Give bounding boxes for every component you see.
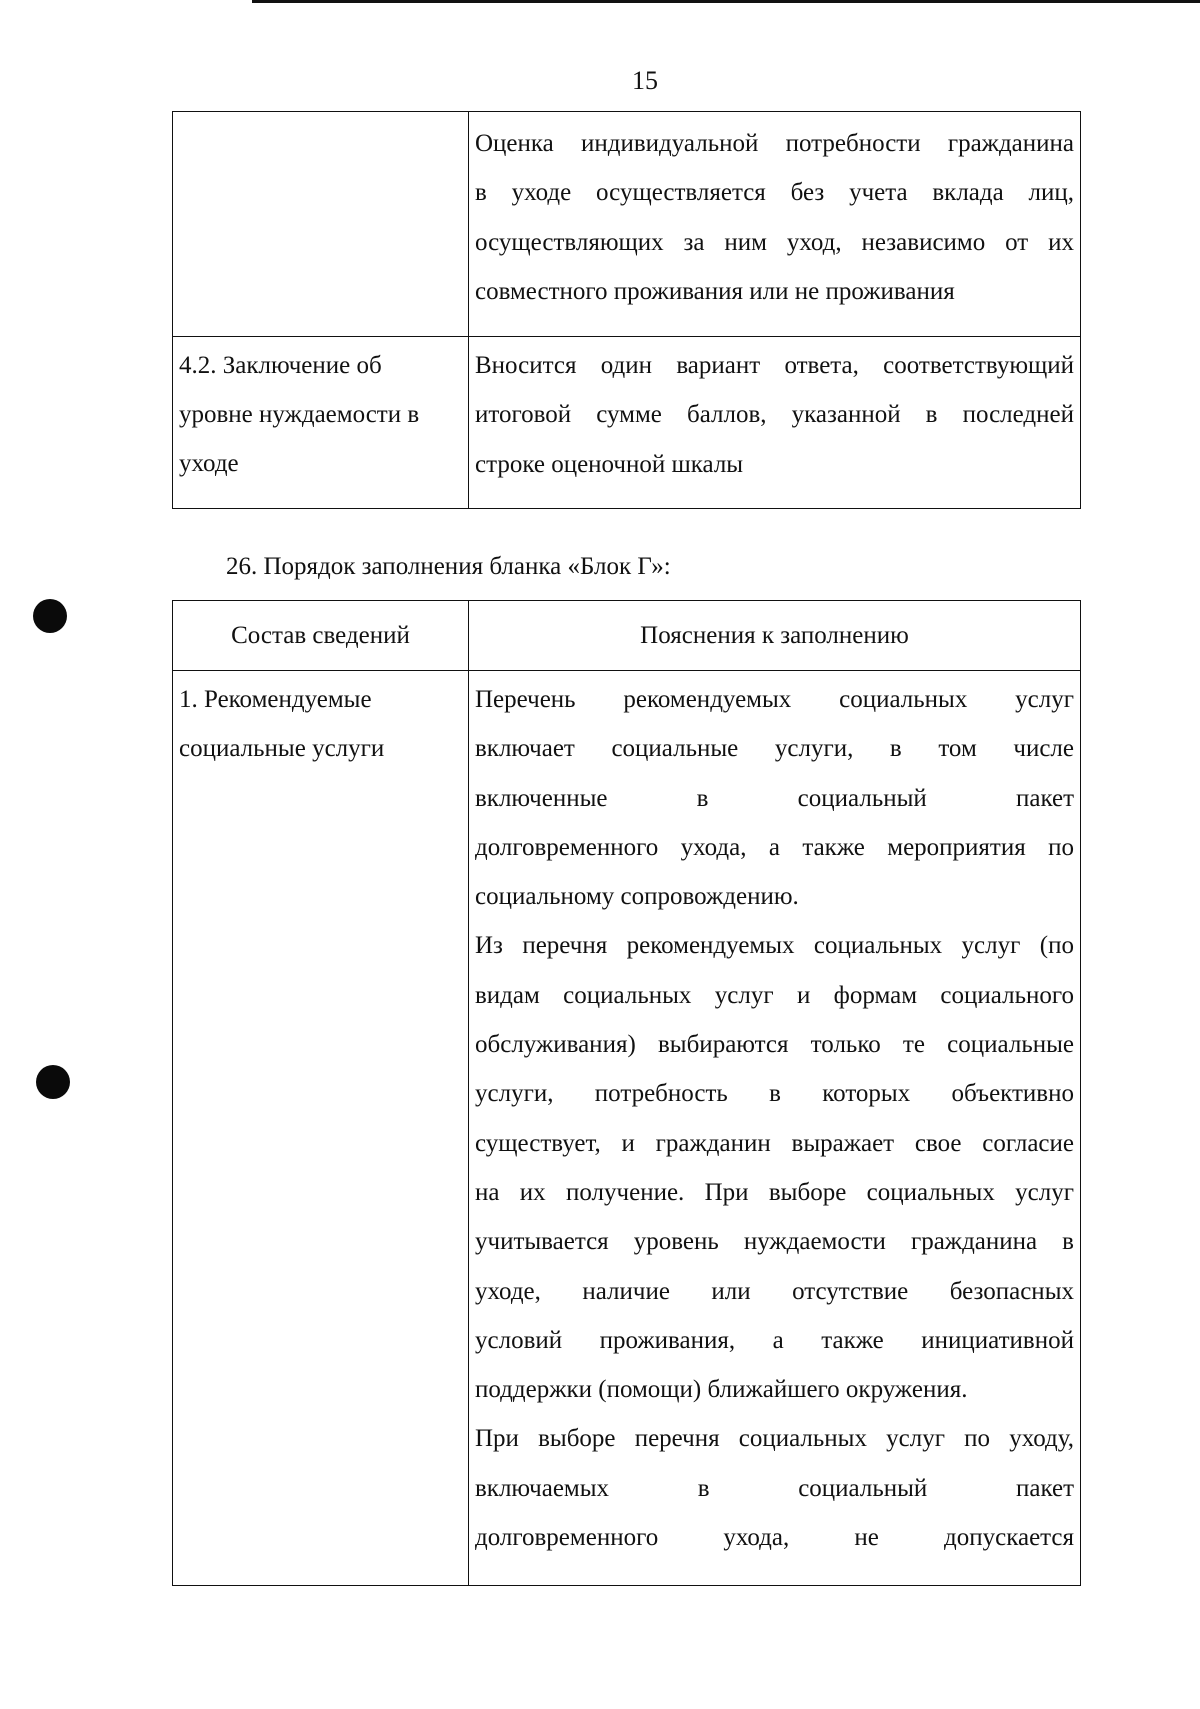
text-line: существует, и гражданин выражает свое согласие xyxy=(475,1129,1074,1157)
text-line: осуществляющих за ним уход, независимо от их xyxy=(475,228,1074,256)
block-g-table xyxy=(172,600,1081,1586)
text-line: социальные услуги xyxy=(179,735,385,762)
text-line: учитывается уровень нуждаемости гражданина в xyxy=(475,1228,1074,1256)
text-line: Оценка индивидуальной потребности гражданина xyxy=(475,130,1074,157)
text-line: 4.2. Заключение об xyxy=(179,352,382,379)
table-row xyxy=(173,112,1081,337)
text-line: 1. Рекомендуемые xyxy=(179,686,372,713)
text-line: итоговой сумме баллов, указанной в последней xyxy=(475,401,1074,429)
text-line: включает социальные услуги, в том числе xyxy=(475,735,1074,763)
punch-hole-mark xyxy=(33,599,67,633)
text-line: Из перечня рекомендуемых социальных услуг (по xyxy=(475,932,1074,960)
text-line: видам социальных услуг и формам социального xyxy=(475,981,1074,1009)
text-line: обслуживания) выбираются только те социальные xyxy=(475,1031,1074,1059)
text-line: строке оценочной шкалы xyxy=(475,450,744,478)
text-line: уровне нуждаемости в xyxy=(179,401,420,428)
table-cell-explanation xyxy=(469,337,1081,509)
column-header-composition: Состав сведений xyxy=(173,601,469,671)
paragraph xyxy=(475,675,1074,921)
punch-hole-mark xyxy=(36,1065,70,1099)
text-line: совместного проживания или не проживания xyxy=(475,277,955,305)
table-cell-explanation xyxy=(469,112,1081,337)
table-cell-empty xyxy=(173,112,469,337)
text-line: долговременного ухода, а также мероприятия по xyxy=(475,833,1074,861)
text-line: поддержки (помощи) ближайшего окружения. xyxy=(475,1376,968,1404)
table-header-row xyxy=(173,601,1081,671)
text-line: включаемых в социальный пакет xyxy=(475,1474,1074,1502)
paragraph xyxy=(475,1414,1074,1562)
text-line: включенные в социальный пакет xyxy=(475,784,1074,812)
paragraph xyxy=(475,921,1074,1414)
column-header-explanations: Пояснения к заполнению xyxy=(469,601,1081,671)
table-cell-explanation xyxy=(469,671,1081,1586)
text-line: Вносится один вариант ответа, соответствующий xyxy=(475,352,1074,379)
table-cell-item-name xyxy=(173,671,469,1586)
table-row xyxy=(173,337,1081,509)
text-line: Перечень рекомендуемых социальных услуг xyxy=(475,686,1074,713)
text-line: При выборе перечня социальных услуг по уходу, xyxy=(475,1425,1074,1453)
top-border-line xyxy=(252,0,1200,3)
text-line: уходе xyxy=(179,450,239,477)
text-line: в уходе осуществляется без учета вклада лиц, xyxy=(475,179,1074,207)
table-row xyxy=(173,671,1081,1586)
continued-table xyxy=(172,111,1081,509)
text-line: долговременного ухода, не допускается xyxy=(475,1524,1074,1552)
page-number: 15 xyxy=(632,66,658,95)
text-line: на их получение. При выборе социальных услуг xyxy=(475,1178,1074,1206)
text-line: услуги, потребность в которых объективно xyxy=(475,1080,1074,1108)
text-line: уходе, наличие или отсутствие безопасных xyxy=(475,1277,1074,1305)
table-cell-item-name xyxy=(173,337,469,509)
text-line: социальному сопровождению. xyxy=(475,883,799,911)
section-heading: 26. Порядок заполнения бланка «Блок Г»: xyxy=(226,553,671,580)
text-line: условий проживания, а также инициативной xyxy=(475,1326,1074,1354)
